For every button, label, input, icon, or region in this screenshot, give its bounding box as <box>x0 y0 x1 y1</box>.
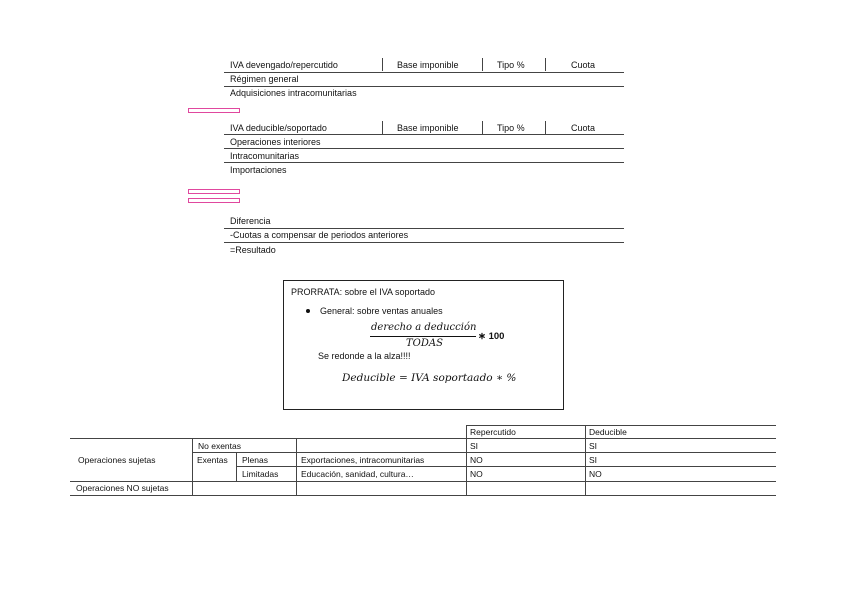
row-importaciones: Importaciones <box>230 165 287 175</box>
header-cuota: Cuota <box>571 60 596 70</box>
prorrata-formula: Deducible = IVA soportaado ∗ % <box>342 372 517 384</box>
prorrata-box <box>283 280 564 410</box>
fraction-numerator: derecho a deducción <box>371 322 477 333</box>
operaciones-no-sujetas: Operaciones NO sujetas <box>76 483 169 493</box>
prorrata-note: Se redonde a la alza!!!! <box>318 351 411 361</box>
rep-no-exentas: SI <box>470 441 479 451</box>
rep-limitadas: NO <box>470 469 483 479</box>
ded-plenas: SI <box>589 455 598 465</box>
header-tipo: Tipo % <box>497 60 525 70</box>
fraction-bar <box>370 336 476 337</box>
row-operaciones-interiores: Operaciones interiores <box>230 137 321 147</box>
bullet-icon <box>306 309 310 313</box>
header-iva-deducible: IVA deducible/soportado <box>230 123 327 133</box>
col-deducible: Deducible <box>589 427 627 437</box>
no-exentas: No exentas <box>198 441 241 451</box>
header-iva-devengado: IVA devengado/repercutido <box>230 60 338 70</box>
operaciones-sujetas: Operaciones sujetas <box>78 455 156 465</box>
ejemplo-plenas: Exportaciones, intracomunitarias <box>301 455 425 465</box>
pink-marker <box>188 108 240 113</box>
limitadas: Limitadas <box>242 469 279 479</box>
prorrata-bullet: General: sobre ventas anuales <box>320 306 443 316</box>
header-base-imponible-2: Base imponible <box>397 123 459 133</box>
ejemplo-limitadas: Educación, sanidad, cultura… <box>301 469 414 479</box>
ded-limitadas: NO <box>589 469 602 479</box>
col-repercutido: Repercutido <box>470 427 516 437</box>
exentas: Exentas <box>197 455 228 465</box>
plenas: Plenas <box>242 455 268 465</box>
ded-no-exentas: SI <box>589 441 598 451</box>
rep-plenas: NO <box>470 455 483 465</box>
header-cuota-2: Cuota <box>571 123 596 133</box>
row-regimen-general: Régimen general <box>230 74 299 84</box>
row-adquisiciones-intracomunitarias: Adquisiciones intracomunitarias <box>230 88 357 98</box>
header-base-imponible: Base imponible <box>397 60 459 70</box>
prorrata-title: PRORRATA: sobre el IVA soportado <box>291 287 436 297</box>
pink-marker <box>188 189 240 194</box>
fraction-denominator: TODAS <box>406 338 443 349</box>
fraction-multiplier: ∗ 100 <box>478 331 505 342</box>
row-intracomunitarias: Intracomunitarias <box>230 151 300 161</box>
row-cuotas-compensar: -Cuotas a compensar de periodos anteriores <box>230 230 409 240</box>
pink-marker <box>188 198 240 203</box>
header-tipo-2: Tipo % <box>497 123 525 133</box>
row-resultado: =Resultado <box>230 245 276 255</box>
row-diferencia: Diferencia <box>230 216 271 226</box>
